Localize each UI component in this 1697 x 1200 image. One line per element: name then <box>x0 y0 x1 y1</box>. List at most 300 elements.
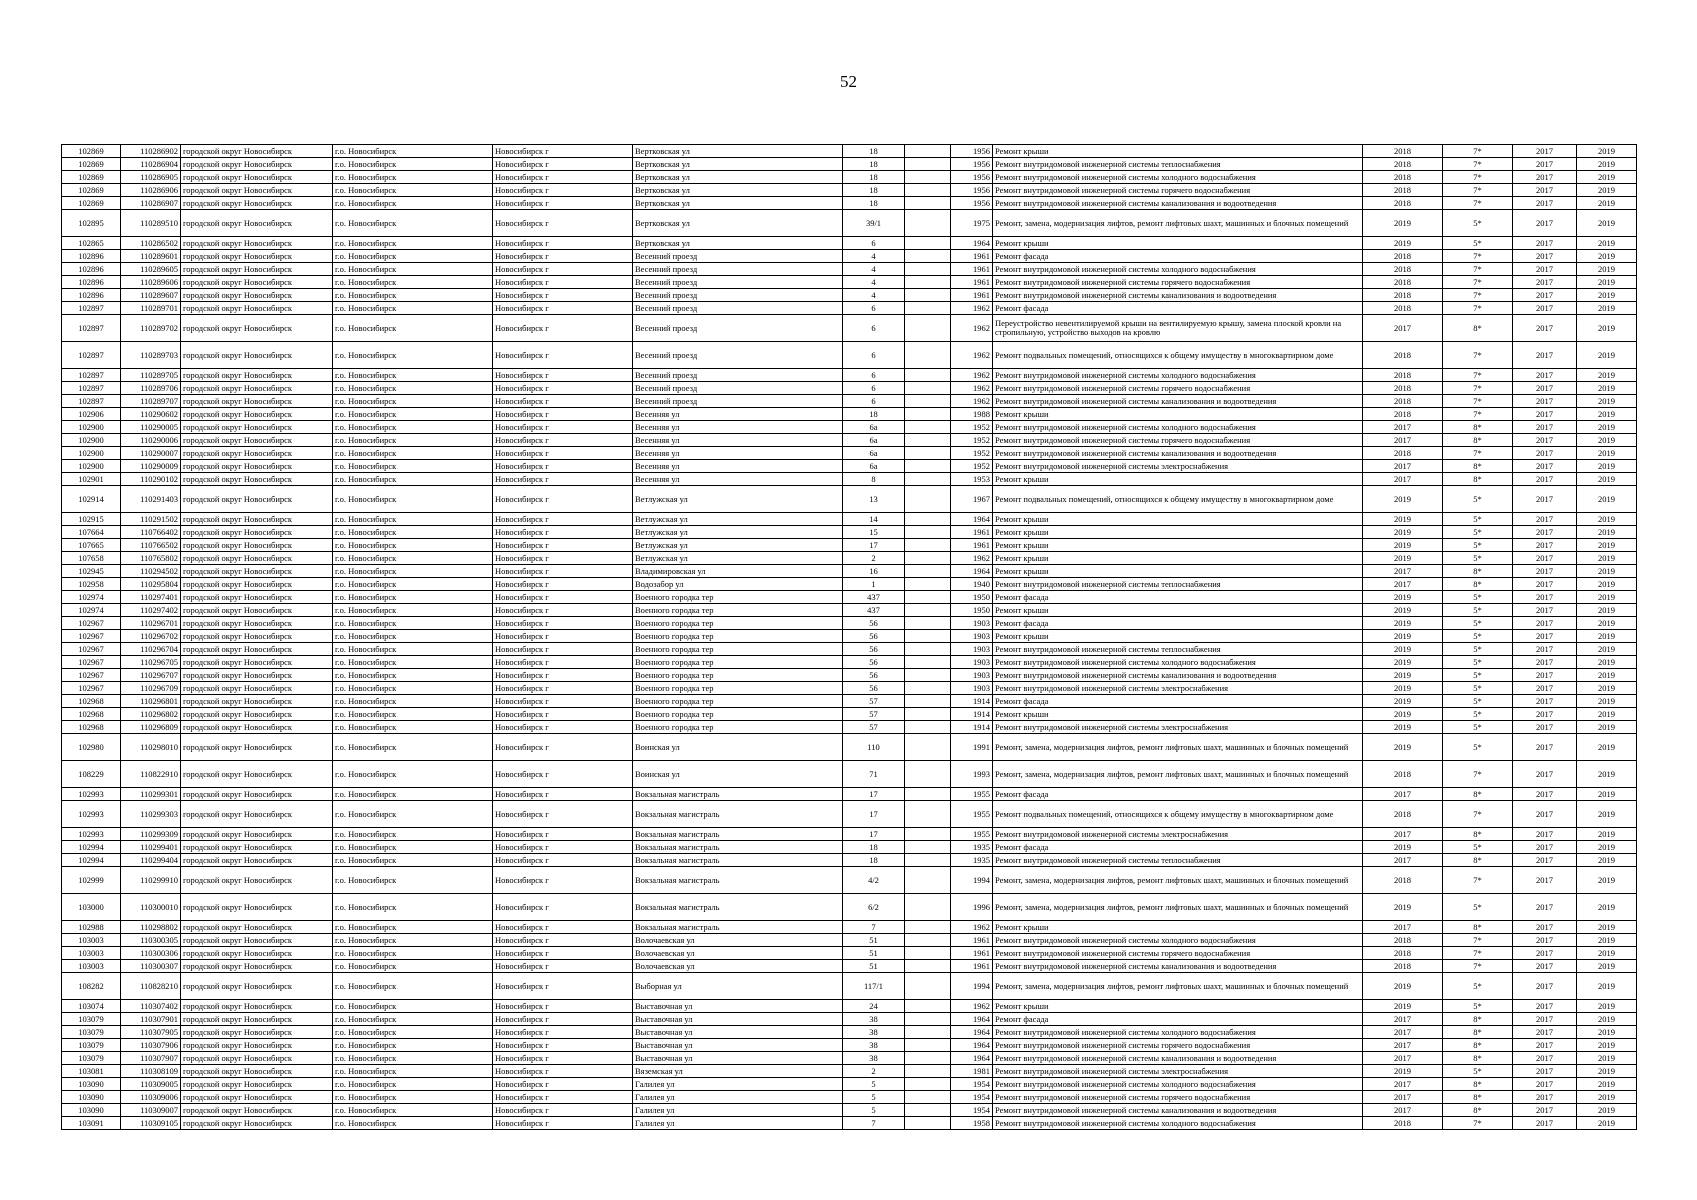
cell-work-type: Ремонт крыши <box>993 1000 1363 1013</box>
cell-period-start: 2017 <box>1513 395 1577 408</box>
cell-work-type: Ремонт, замена, модернизация лифтов, ремонт лифтовых шахт, машинных и блочных помещений <box>993 210 1363 237</box>
cell-building <box>905 552 951 565</box>
cell-municipal-district: городской округ Новосибирск <box>181 761 333 788</box>
cell-priority: 5* <box>1443 708 1513 721</box>
cell-item-id: 110296801 <box>121 695 181 708</box>
cell-plan-year: 2018 <box>1363 369 1443 382</box>
table-row <box>62 761 1637 788</box>
cell-work-type: Ремонт внутридомовой инженерной системы канализования и водоотведения <box>993 1104 1363 1117</box>
cell-year-built: 1914 <box>951 721 993 734</box>
cell-priority: 5* <box>1443 1000 1513 1013</box>
cell-period-end: 2019 <box>1577 578 1637 591</box>
cell-item-id: 110307402 <box>121 1000 181 1013</box>
cell-priority: 5* <box>1443 591 1513 604</box>
cell-period-end: 2019 <box>1577 1013 1637 1026</box>
cell-municipality: г.о. Новосибирск <box>333 237 493 250</box>
cell-municipal-district: городской округ Новосибирск <box>181 894 333 921</box>
cell-house-id: 102901 <box>62 473 121 486</box>
cell-street: Вокзальная магистраль <box>633 894 843 921</box>
cell-period-end: 2019 <box>1577 1091 1637 1104</box>
cell-priority: 8* <box>1443 1091 1513 1104</box>
cell-period-end: 2019 <box>1577 721 1637 734</box>
cell-period-start: 2017 <box>1513 526 1577 539</box>
cell-house-id: 108229 <box>62 761 121 788</box>
cell-house-number: 15 <box>843 526 905 539</box>
cell-work-type: Ремонт крыши <box>993 408 1363 421</box>
cell-municipal-district: городской округ Новосибирск <box>181 145 333 158</box>
cell-priority: 7* <box>1443 1117 1513 1130</box>
cell-work-type: Ремонт внутридомовой инженерной системы канализования и водоотведения <box>993 1052 1363 1065</box>
cell-municipal-district: городской округ Новосибирск <box>181 841 333 854</box>
cell-settlement: Новосибирск г <box>493 1013 633 1026</box>
cell-period-start: 2017 <box>1513 960 1577 973</box>
cell-building <box>905 841 951 854</box>
cell-year-built: 1935 <box>951 854 993 867</box>
cell-priority: 8* <box>1443 828 1513 841</box>
cell-item-id: 110296701 <box>121 617 181 630</box>
cell-plan-year: 2019 <box>1363 210 1443 237</box>
cell-house-number: 18 <box>843 145 905 158</box>
cell-period-start: 2017 <box>1513 1039 1577 1052</box>
cell-period-start: 2017 <box>1513 801 1577 828</box>
cell-house-number: 6а <box>843 447 905 460</box>
cell-item-id: 110289705 <box>121 369 181 382</box>
cell-work-type: Ремонт крыши <box>993 921 1363 934</box>
cell-work-type: Ремонт крыши <box>993 513 1363 526</box>
cell-period-end: 2019 <box>1577 486 1637 513</box>
cell-street: Весенняя ул <box>633 447 843 460</box>
cell-settlement: Новосибирск г <box>493 184 633 197</box>
cell-municipality: г.о. Новосибирск <box>333 276 493 289</box>
cell-municipal-district: городской округ Новосибирск <box>181 591 333 604</box>
cell-period-start: 2017 <box>1513 643 1577 656</box>
cell-municipality: г.о. Новосибирск <box>333 801 493 828</box>
cell-item-id: 110765802 <box>121 552 181 565</box>
cell-period-start: 2017 <box>1513 382 1577 395</box>
table-row <box>62 145 1637 158</box>
table-row <box>62 1078 1637 1091</box>
cell-year-built: 1962 <box>951 552 993 565</box>
cell-house-id: 102945 <box>62 565 121 578</box>
cell-municipal-district: городской округ Новосибирск <box>181 395 333 408</box>
cell-priority: 8* <box>1443 921 1513 934</box>
cell-year-built: 1962 <box>951 1000 993 1013</box>
cell-municipality: г.о. Новосибирск <box>333 960 493 973</box>
cell-municipality: г.о. Новосибирск <box>333 1052 493 1065</box>
cell-priority: 8* <box>1443 1104 1513 1117</box>
cell-work-type: Ремонт внутридомовой инженерной системы теплоснабжения <box>993 578 1363 591</box>
table-row <box>62 486 1637 513</box>
cell-plan-year: 2017 <box>1363 578 1443 591</box>
cell-plan-year: 2017 <box>1363 315 1443 342</box>
cell-priority: 5* <box>1443 656 1513 669</box>
cell-house-number: 38 <box>843 1013 905 1026</box>
cell-municipality: г.о. Новосибирск <box>333 408 493 421</box>
cell-house-id: 102896 <box>62 276 121 289</box>
cell-work-type: Ремонт внутридомовой инженерной системы теплоснабжения <box>993 158 1363 171</box>
cell-item-id: 110299404 <box>121 854 181 867</box>
cell-work-type: Ремонт внутридомовой инженерной системы холодного водоснабжения <box>993 934 1363 947</box>
cell-priority: 7* <box>1443 408 1513 421</box>
cell-house-id: 103090 <box>62 1091 121 1104</box>
cell-period-start: 2017 <box>1513 894 1577 921</box>
cell-municipal-district: городской округ Новосибирск <box>181 1091 333 1104</box>
cell-municipal-district: городской округ Новосибирск <box>181 539 333 552</box>
cell-municipality: г.о. Новосибирск <box>333 289 493 302</box>
cell-year-built: 1964 <box>951 565 993 578</box>
cell-building <box>905 369 951 382</box>
cell-house-number: 5 <box>843 1104 905 1117</box>
cell-house-id: 102967 <box>62 630 121 643</box>
cell-period-end: 2019 <box>1577 237 1637 250</box>
cell-street: Вокзальная магистраль <box>633 921 843 934</box>
cell-street: Вертковская ул <box>633 171 843 184</box>
cell-year-built: 1961 <box>951 263 993 276</box>
cell-settlement: Новосибирск г <box>493 302 633 315</box>
cell-work-type: Ремонт внутридомовой инженерной системы горячего водоснабжения <box>993 1091 1363 1104</box>
cell-house-number: 56 <box>843 669 905 682</box>
cell-house-number: 51 <box>843 934 905 947</box>
cell-house-number: 2 <box>843 552 905 565</box>
cell-work-type: Ремонт внутридомовой инженерной системы горячего водоснабжения <box>993 947 1363 960</box>
cell-settlement: Новосибирск г <box>493 237 633 250</box>
cell-municipal-district: городской округ Новосибирск <box>181 197 333 210</box>
cell-item-id: 110307901 <box>121 1013 181 1026</box>
cell-municipality: г.о. Новосибирск <box>333 263 493 276</box>
cell-period-start: 2017 <box>1513 369 1577 382</box>
cell-street: Военного городка тер <box>633 695 843 708</box>
cell-municipality: г.о. Новосибирск <box>333 578 493 591</box>
cell-settlement: Новосибирск г <box>493 894 633 921</box>
cell-house-number: 5 <box>843 1078 905 1091</box>
cell-plan-year: 2017 <box>1363 460 1443 473</box>
cell-plan-year: 2019 <box>1363 894 1443 921</box>
cell-settlement: Новосибирск г <box>493 395 633 408</box>
cell-priority: 8* <box>1443 460 1513 473</box>
cell-settlement: Новосибирск г <box>493 934 633 947</box>
cell-year-built: 1981 <box>951 1065 993 1078</box>
cell-building <box>905 591 951 604</box>
cell-work-type: Ремонт внутридомовой инженерной системы холодного водоснабжения <box>993 1117 1363 1130</box>
cell-year-built: 1962 <box>951 395 993 408</box>
cell-plan-year: 2019 <box>1363 513 1443 526</box>
cell-item-id: 110286502 <box>121 237 181 250</box>
cell-period-start: 2017 <box>1513 315 1577 342</box>
cell-municipal-district: городской округ Новосибирск <box>181 1117 333 1130</box>
cell-street: Весенний проезд <box>633 276 843 289</box>
cell-priority: 5* <box>1443 695 1513 708</box>
cell-house-number: 17 <box>843 788 905 801</box>
cell-house-number: 1 <box>843 578 905 591</box>
cell-house-id: 102865 <box>62 237 121 250</box>
cell-priority: 7* <box>1443 382 1513 395</box>
cell-building <box>905 382 951 395</box>
cell-building <box>905 894 951 921</box>
cell-building <box>905 630 951 643</box>
cell-settlement: Новосибирск г <box>493 460 633 473</box>
cell-plan-year: 2019 <box>1363 552 1443 565</box>
table-row <box>62 447 1637 460</box>
cell-period-start: 2017 <box>1513 1000 1577 1013</box>
table-row <box>62 1104 1637 1117</box>
cell-year-built: 1952 <box>951 434 993 447</box>
cell-period-end: 2019 <box>1577 643 1637 656</box>
cell-work-type: Ремонт, замена, модернизация лифтов, ремонт лифтовых шахт, машинных и блочных помещений <box>993 867 1363 894</box>
cell-period-end: 2019 <box>1577 171 1637 184</box>
cell-building <box>905 526 951 539</box>
cell-priority: 7* <box>1443 947 1513 960</box>
cell-street: Выставочная ул <box>633 1052 843 1065</box>
cell-work-type: Ремонт внутридомовой инженерной системы канализования и водоотведения <box>993 447 1363 460</box>
cell-municipal-district: городской округ Новосибирск <box>181 473 333 486</box>
cell-year-built: 1975 <box>951 210 993 237</box>
cell-period-start: 2017 <box>1513 539 1577 552</box>
cell-plan-year: 2018 <box>1363 801 1443 828</box>
cell-work-type: Ремонт внутридомовой инженерной системы холодного водоснабжения <box>993 656 1363 669</box>
cell-municipality: г.о. Новосибирск <box>333 1026 493 1039</box>
cell-house-number: 6 <box>843 369 905 382</box>
cell-year-built: 1961 <box>951 539 993 552</box>
cell-building <box>905 828 951 841</box>
cell-municipality: г.о. Новосибирск <box>333 656 493 669</box>
cell-period-start: 2017 <box>1513 513 1577 526</box>
cell-building <box>905 604 951 617</box>
cell-year-built: 1903 <box>951 669 993 682</box>
cell-period-end: 2019 <box>1577 263 1637 276</box>
cell-house-id: 102999 <box>62 867 121 894</box>
cell-year-built: 1955 <box>951 828 993 841</box>
cell-period-end: 2019 <box>1577 867 1637 894</box>
cell-building <box>905 960 951 973</box>
cell-work-type: Ремонт подвальных помещений, относящихся к общему имуществу в многоквартирном доме <box>993 801 1363 828</box>
cell-house-number: 6 <box>843 237 905 250</box>
table-row <box>62 947 1637 960</box>
cell-municipal-district: городской округ Новосибирск <box>181 854 333 867</box>
cell-municipal-district: городской округ Новосибирск <box>181 460 333 473</box>
cell-house-id: 102967 <box>62 617 121 630</box>
cell-municipality: г.о. Новосибирск <box>333 630 493 643</box>
cell-municipality: г.о. Новосибирск <box>333 513 493 526</box>
cell-year-built: 1954 <box>951 1091 993 1104</box>
cell-priority: 5* <box>1443 1065 1513 1078</box>
cell-street: Водозабор ул <box>633 578 843 591</box>
cell-municipality: г.о. Новосибирск <box>333 158 493 171</box>
table-row <box>62 1065 1637 1078</box>
cell-municipality: г.о. Новосибирск <box>333 197 493 210</box>
cell-plan-year: 2018 <box>1363 158 1443 171</box>
cell-item-id: 110289607 <box>121 289 181 302</box>
cell-house-id: 102895 <box>62 210 121 237</box>
cell-period-start: 2017 <box>1513 617 1577 630</box>
cell-plan-year: 2018 <box>1363 197 1443 210</box>
cell-building <box>905 669 951 682</box>
cell-work-type: Ремонт внутридомовой инженерной системы канализования и водоотведения <box>993 960 1363 973</box>
cell-house-number: 6/2 <box>843 894 905 921</box>
cell-municipal-district: городской округ Новосибирск <box>181 184 333 197</box>
cell-street: Военного городка тер <box>633 721 843 734</box>
cell-municipality: г.о. Новосибирск <box>333 565 493 578</box>
cell-period-start: 2017 <box>1513 1117 1577 1130</box>
cell-year-built: 1956 <box>951 197 993 210</box>
cell-building <box>905 315 951 342</box>
cell-street: Волочаевская ул <box>633 934 843 947</box>
cell-priority: 7* <box>1443 276 1513 289</box>
cell-street: Весенняя ул <box>633 473 843 486</box>
cell-settlement: Новосибирск г <box>493 960 633 973</box>
cell-work-type: Ремонт внутридомовой инженерной системы канализования и водоотведения <box>993 395 1363 408</box>
table-row <box>62 721 1637 734</box>
cell-municipal-district: городской округ Новосибирск <box>181 565 333 578</box>
cell-year-built: 1961 <box>951 250 993 263</box>
cell-item-id: 110766402 <box>121 526 181 539</box>
cell-building <box>905 1013 951 1026</box>
cell-year-built: 1988 <box>951 408 993 421</box>
cell-priority: 8* <box>1443 1078 1513 1091</box>
cell-municipal-district: городской округ Новосибирск <box>181 801 333 828</box>
cell-building <box>905 682 951 695</box>
cell-plan-year: 2019 <box>1363 841 1443 854</box>
cell-house-id: 102993 <box>62 788 121 801</box>
cell-municipality: г.о. Новосибирск <box>333 434 493 447</box>
cell-house-id: 107665 <box>62 539 121 552</box>
cell-street: Воинская ул <box>633 761 843 788</box>
cell-settlement: Новосибирск г <box>493 447 633 460</box>
cell-house-id: 103074 <box>62 1000 121 1013</box>
cell-plan-year: 2018 <box>1363 934 1443 947</box>
cell-priority: 5* <box>1443 526 1513 539</box>
cell-building <box>905 734 951 761</box>
cell-settlement: Новосибирск г <box>493 788 633 801</box>
cell-item-id: 110290009 <box>121 460 181 473</box>
cell-house-id: 102967 <box>62 682 121 695</box>
cell-municipal-district: городской округ Новосибирск <box>181 947 333 960</box>
cell-year-built: 1914 <box>951 695 993 708</box>
cell-period-end: 2019 <box>1577 210 1637 237</box>
cell-item-id: 110291403 <box>121 486 181 513</box>
cell-priority: 5* <box>1443 237 1513 250</box>
table-row <box>62 289 1637 302</box>
cell-period-end: 2019 <box>1577 289 1637 302</box>
cell-period-start: 2017 <box>1513 434 1577 447</box>
cell-house-number: 51 <box>843 960 905 973</box>
cell-period-end: 2019 <box>1577 197 1637 210</box>
cell-street: Галилея ул <box>633 1078 843 1091</box>
cell-plan-year: 2019 <box>1363 591 1443 604</box>
cell-settlement: Новосибирск г <box>493 513 633 526</box>
cell-plan-year: 2017 <box>1363 1013 1443 1026</box>
cell-municipal-district: городской округ Новосибирск <box>181 828 333 841</box>
cell-street: Вокзальная магистраль <box>633 788 843 801</box>
cell-work-type: Ремонт внутридомовой инженерной системы канализования и водоотведения <box>993 669 1363 682</box>
cell-period-start: 2017 <box>1513 276 1577 289</box>
cell-settlement: Новосибирск г <box>493 973 633 1000</box>
cell-house-id: 103003 <box>62 934 121 947</box>
cell-work-type: Ремонт внутридомовой инженерной системы электроснабжения <box>993 460 1363 473</box>
cell-municipality: г.о. Новосибирск <box>333 171 493 184</box>
cell-building <box>905 801 951 828</box>
cell-street: Весенний проезд <box>633 315 843 342</box>
table-row <box>62 513 1637 526</box>
cell-period-end: 2019 <box>1577 854 1637 867</box>
cell-settlement: Новосибирск г <box>493 1091 633 1104</box>
cell-settlement: Новосибирск г <box>493 1065 633 1078</box>
cell-item-id: 110296705 <box>121 656 181 669</box>
cell-municipal-district: городской округ Новосибирск <box>181 315 333 342</box>
cell-settlement: Новосибирск г <box>493 947 633 960</box>
cell-municipal-district: городской округ Новосибирск <box>181 408 333 421</box>
cell-period-end: 2019 <box>1577 1117 1637 1130</box>
cell-settlement: Новосибирск г <box>493 552 633 565</box>
cell-house-id: 102900 <box>62 447 121 460</box>
cell-house-id: 103003 <box>62 960 121 973</box>
cell-street: Военного городка тер <box>633 630 843 643</box>
cell-work-type: Ремонт внутридомовой инженерной системы электроснабжения <box>993 1065 1363 1078</box>
cell-period-start: 2017 <box>1513 734 1577 761</box>
cell-municipality: г.о. Новосибирск <box>333 828 493 841</box>
cell-work-type: Ремонт крыши <box>993 526 1363 539</box>
cell-settlement: Новосибирск г <box>493 565 633 578</box>
cell-house-id: 102967 <box>62 656 121 669</box>
cell-item-id: 110766502 <box>121 539 181 552</box>
table-row <box>62 1117 1637 1130</box>
cell-work-type: Ремонт внутридомовой инженерной системы горячего водоснабжения <box>993 276 1363 289</box>
table-row <box>62 973 1637 1000</box>
cell-municipal-district: городской округ Новосибирск <box>181 867 333 894</box>
cell-house-number: 2 <box>843 1065 905 1078</box>
cell-house-number: 16 <box>843 565 905 578</box>
cell-year-built: 1962 <box>951 315 993 342</box>
cell-item-id: 110286904 <box>121 158 181 171</box>
cell-settlement: Новосибирск г <box>493 841 633 854</box>
cell-municipal-district: городской округ Новосибирск <box>181 447 333 460</box>
cell-item-id: 110308109 <box>121 1065 181 1078</box>
cell-municipality: г.о. Новосибирск <box>333 854 493 867</box>
cell-house-number: 4 <box>843 289 905 302</box>
cell-year-built: 1964 <box>951 1026 993 1039</box>
cell-period-start: 2017 <box>1513 947 1577 960</box>
cell-item-id: 110307907 <box>121 1052 181 1065</box>
cell-year-built: 1903 <box>951 656 993 669</box>
cell-year-built: 1964 <box>951 237 993 250</box>
cell-settlement: Новосибирск г <box>493 250 633 263</box>
cell-street: Вяземская ул <box>633 1065 843 1078</box>
cell-municipality: г.о. Новосибирск <box>333 1091 493 1104</box>
cell-work-type: Ремонт внутридомовой инженерной системы горячего водоснабжения <box>993 1039 1363 1052</box>
cell-municipal-district: городской округ Новосибирск <box>181 526 333 539</box>
cell-house-id: 102869 <box>62 145 121 158</box>
cell-street: Военного городка тер <box>633 604 843 617</box>
cell-plan-year: 2019 <box>1363 734 1443 761</box>
cell-municipality: г.о. Новосибирск <box>333 695 493 708</box>
cell-period-end: 2019 <box>1577 184 1637 197</box>
cell-municipality: г.о. Новосибирск <box>333 1065 493 1078</box>
cell-building <box>905 210 951 237</box>
table-row <box>62 369 1637 382</box>
cell-item-id: 110296704 <box>121 643 181 656</box>
cell-house-id: 102967 <box>62 669 121 682</box>
cell-municipality: г.о. Новосибирск <box>333 669 493 682</box>
cell-street: Выставочная ул <box>633 1000 843 1013</box>
cell-item-id: 110296809 <box>121 721 181 734</box>
cell-year-built: 1961 <box>951 960 993 973</box>
table-row <box>62 421 1637 434</box>
cell-period-end: 2019 <box>1577 1104 1637 1117</box>
cell-period-start: 2017 <box>1513 656 1577 669</box>
table-row <box>62 604 1637 617</box>
cell-house-id: 107664 <box>62 526 121 539</box>
cell-settlement: Новосибирск г <box>493 578 633 591</box>
cell-priority: 8* <box>1443 1052 1513 1065</box>
